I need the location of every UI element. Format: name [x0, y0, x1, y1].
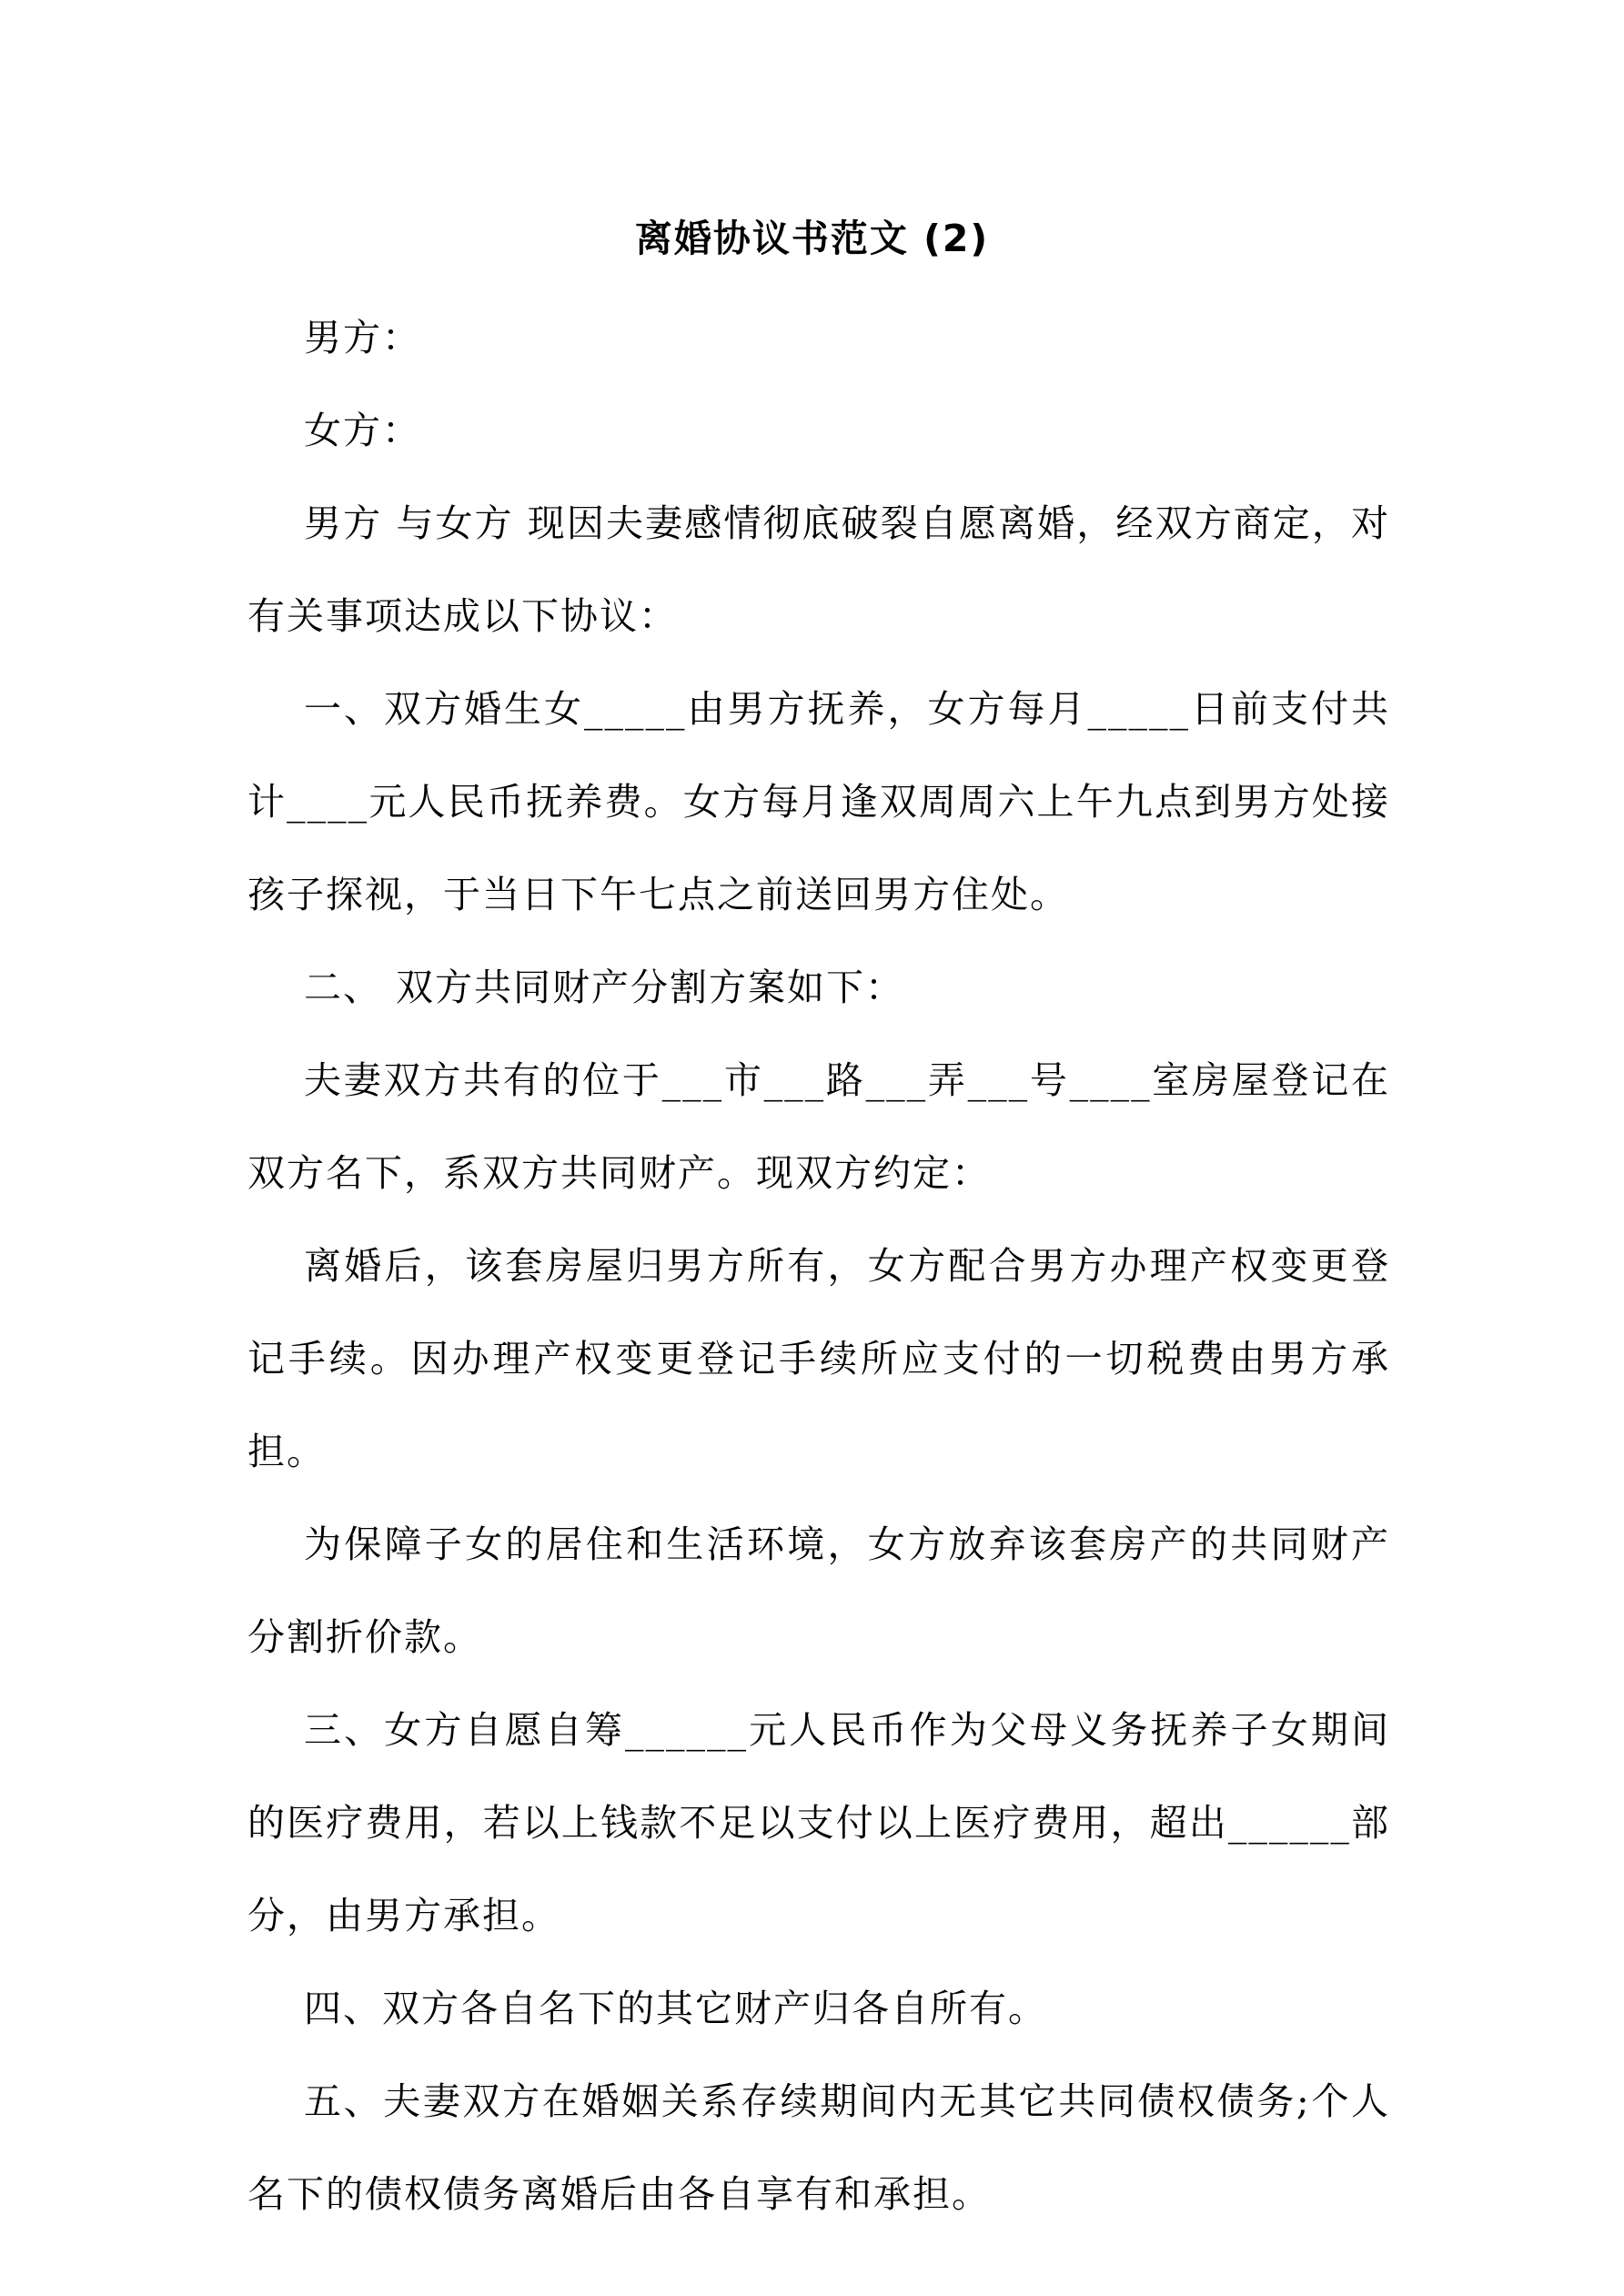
clause-2-property-location: 夫妻双方共有的位于___市___路___弄___号____室房屋登记在双方名下，系双方共同财产。现双方约定： — [247, 1058, 1390, 1195]
party-male-line: 男方： — [304, 316, 421, 359]
clause-4-other-property: 四、双方各自名下的其它财产归各自所有。 — [304, 1987, 1047, 2030]
clause-2-house-ownership: 离婚后，该套房屋归男方所有，女方配合男方办理产权变更登记手续。因办理产权变更登记手续所应支付的一切税费由男方承担。 — [247, 1244, 1390, 1473]
clause-5-debts: 五、夫妻双方在婚姻关系存续期间内无其它共同债权债务;个人名下的债权债务离婚后由各自享有和承担。 — [247, 2079, 1390, 2216]
agreement-preamble: 男方 与女方 现因夫妻感情彻底破裂自愿离婚，经双方商定，对有关事项达成以下协议： — [247, 501, 1390, 638]
party-female-line: 女方： — [304, 409, 421, 452]
clause-2-heading: 二、 双方共同财产分割方案如下： — [304, 966, 905, 1009]
document-body — [247, 291, 1390, 2240]
clause-1-child-custody: 一、双方婚生女_____由男方抚养，女方每月_____日前支付共计____元人民币抚养费。女方每月逢双周周六上午九点到男方处接孩子探视，于当日下午七点之前送回男方住处。 — [247, 687, 1390, 916]
document-title: 离婚协议书范文 (2) — [634, 217, 990, 260]
clause-2-waiver: 为保障子女的居住和生活环境，女方放弃该套房产的共同财产分割折价款。 — [247, 1522, 1390, 1659]
clause-3-medical-expenses: 三、女方自愿自筹______元人民币作为父母义务抚养子女期间的医疗费用，若以上钱款不足以支付以上医疗费用，超出______部分，由男方承担。 — [247, 1708, 1390, 1937]
